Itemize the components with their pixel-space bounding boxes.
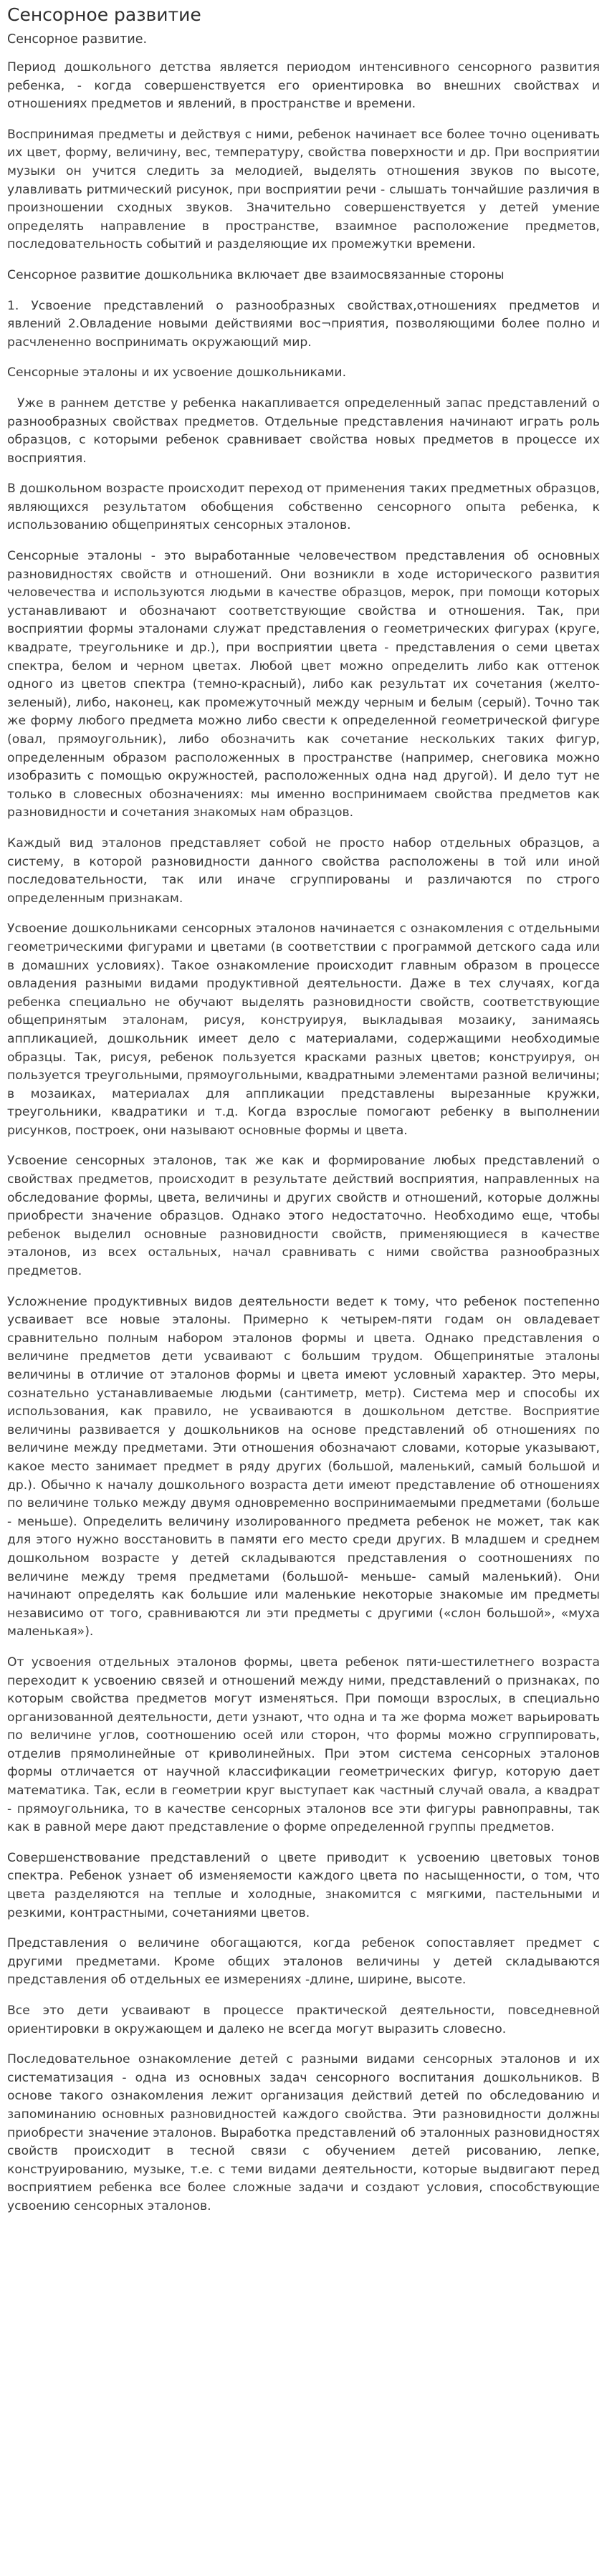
paragraph: Представления о величине обогащаются, когда ребенок сопоставляет предмет с другими предметами. Кроме общих эталонов величины у детей складываются представления об отдельных ее измерениях -длине, ширине, высоте. [7, 1936, 600, 1988]
paragraph: Сенсорные эталоны - это выработанные человечеством представления об основных разновидностях свойств и отношений. Они возникли в ходе исторического развития человечества и используются людьми в качестве образцов, мерок, при помощи которых устанавливают и обозначают соответствующие свойства и отношения. Так, при восприятии формы эталонами служат представления о геометрических фигурах (круге, квадрате, треугольнике и др.), при восприятии цвета - представления о семи цветах спектра, белом и черном цветах. Любой цвет можно определить либо как оттенок одного из цветов спектра (темно-красный), либо как результат их сочетания (желто-зеленый), либо, наконец, как промежуточный между черным и белым (серый). Точно так же форму любого предмета можно либо свести к определенной геометрической фигуре (овал, прямоугольник), либо обозначить как сочетание нескольких таких фигур, определенным образом расположенных в пространстве (например, снеговика можно изобразить с помощью окружностей, расположенных одна над другой). И дело тут не только в словесных обозначениях: мы именно воспринимаем свойства предметов как разновидности и сочетания знакомых нам образцов. [7, 549, 600, 820]
paragraph: 1. Усвоение представлений о разнообразных свойствах,отношениях предметов и явлений 2.Овладение новыми действиями вос¬приятия, позволяющими более полно и расчлененно воспринимать окружающий мир. [7, 298, 600, 350]
paragraph: Совершенствование представлений о цвете приводит к усвоению цветовых тонов спектра. Ребенок узнает об изменяемости каждого цвета по насыщенности, о том, что цвета разделяются на теплые и холодные, знакомится с мягкими, пастельными и резкими, контрастными, сочетаниями цветов. [7, 1850, 600, 1920]
paragraph: Усложнение продуктивных видов деятельности ведет к тому, что ребенок постепенно усваивает все новые эталоны. Примерно к четырем-пяти годам он овладевает сравнительно полным набором эталонов формы и цвета. Однако представления о величине предметов дети усваивают с большим трудом. Общепринятые эталоны величины в отличие от эталонов формы и цвета имеют условный характер. Это меры, сознательно устанавливаемые людьми (сантиметр, метр). Система мер и способы их использования, как правило, не усваиваются в дошкольном детстве. Восприятие величины развивается у дошкольников на основе представлений об отношениях по величине между предметами. Эти отношения обозначают словами, которые указывают, какое место занимает предмет в ряду других (большой, маленький, самый большой и др.). Обычно к началу дошкольного возраста дети имеют представление об отношениях по величине только между двумя одновременно воспринимаемыми предметами (больше - меньше). Определить величину изолированного предмета ребенок не может, так как для этого нужно восстановить в памяти его место среди других. В младшем и среднем дошкольном возрасте у детей складываются представления о соотношениях по величине между тремя предметами (большой- меньше- самый маленький). Они начинают определять как большие или маленькие некоторые знакомые им предметы независимо от того, сравниваются ли эти предметы с другими («слон большой», «муха маленькая»). [7, 1294, 600, 1639]
paragraph: От усвоения отдельных эталонов формы, цвета ребенок пяти-шестилетнего возраста переходит к усвоению связей и отношений между ними, представлений о признаках, по которым свойства предметов могут изменяться. При помощи взрослых, в специально организованной деятельности, дети узнают, что одна и та же форма может варьировать по величине углов, соотношению осей или сторон, что формы можно сгруппировать, отделив прямолинейные от криволинейных. При этом система сенсорных эталонов формы отличается от научной классификации геометрических фигур, которую дает математика. Так, если в геометрии круг выступает как частный случай овала, а квадрат - прямоугольника, то в качестве сенсорных эталонов все эти фигуры равноправны, так как в равной мере дают представление о форме определенной группы предметов. [7, 1655, 600, 1835]
subtitle: Сенсорное развитие. [7, 32, 148, 47]
paragraph: Все это дети усваивают в процессе практической деятельности, повседневной ориентировки в окружающем и далеко не всегда могут выразить словесно. [7, 2003, 600, 2036]
paragraph: Усвоение сенсорных эталонов, так же как и формирование любых представлений о свойствах предметов, происходит в результате действий восприятия, направленных на обследование формы, цвета, величины и других свойств и отношений, которые должны приобрести значение образцов. Однако этого недостаточно. Необходимо еще, чтобы ребенок выделил основные разновидности свойств, применяющиеся в качестве эталонов, из всех остальных, начал сравнивать с ними свойства разнообразных предметов. [7, 1154, 600, 1279]
paragraph: Уже в раннем детстве у ребенка накапливается определенный запас представлений о разнообразных свойствах предметов. Отдельные представления начинают играть роль образцов, с которыми ребенок сравнивает свойства новых предметов в процессе их восприятия. [7, 396, 600, 466]
paragraph: В дошкольном возрасте происходит переход от применения таких предметных образцов, являющихся результатом обобщения собственно сенсорного опыта ребенка, к использованию общепринятых сенсорных эталонов. [7, 482, 600, 533]
paragraph: Сенсорное развитие дошкольника включает две взаимосвязанные стороны [7, 267, 505, 282]
paragraph: Последовательное ознакомление детей с разными видами сенсорных эталонов и их систематизация - одна из основных задач сенсорного воспитания дошкольников. В основе такого ознакомления лежит организация действий детей по обследованию и запоминанию основных разновидностей каждого свойства. Эти разновидности должны приобрести значение эталонов. Выработка представлений об эталонных разновидностях свойств происходит в тесной связи с обучением детей рисованию, лепке, конструированию, музыке, т.е. с теми видами деятельности, которые выдвигают перед восприятием ребенка все более сложные задачи и создают условия, способствующие усвоению сенсорных эталонов. [7, 2052, 600, 2213]
paragraph: Период дошкольного детства является периодом интенсивного сенсорного развития ребенка, - когда совершенствуется его ориентировка во внешних свойствах и отношениях предметов и явлений, в пространстве и времени. [7, 60, 600, 112]
paragraph: Воспринимая предметы и действуя с ними, ребенок начинает все более точно оценивать их цвет, форму, величину, вес, температуру, свойства поверхности и др. При восприятии музыки он учится следить за мелодией, выделять отношения звуков по высоте, улавливать ритмический рисунок, при восприятии речи - слышать тончайшие различия в произношении сходных звуков. Значительно совершенствуется у детей умение определять направление в пространстве, взаимное расположение предметов, последовательность событий и разделяющие их промежутки времени. [7, 127, 600, 252]
page-title: Сенсорное развитие [7, 4, 201, 25]
paragraph: Каждый вид эталонов представляет собой не просто набор отдельных образцов, а систему, в которой разновидности данного свойства расположены в той или иной последовательности, так или иначе сгруппированы и различаются по строго определенным признакам. [7, 835, 600, 906]
article-body [7, 59, 600, 2216]
paragraph: Сенсорные эталоны и их усвоение дошкольниками. [7, 365, 347, 380]
paragraph: Усвоение дошкольниками сенсорных эталонов начинается с ознакомления с отдельными геометрическими фигурами и цветами (в соответствии с программой детского сада или в домашних условиях). Такое ознакомление происходит главным образом в процессе овладения разными видами продуктивной деятельности. Даже в тех случаях, когда ребенка специально не обучают выделять разновидности свойств, соответствующие общепринятым эталонам, рисуя, конструируя, выкладывая мозаику, занимаясь аппликацией, дошкольник имеет дело с материалами, содержащими необходимые образцы. Так, рисуя, ребенок пользуется красками разных цветов; конструируя, он пользуется треугольными, прямоугольными, квадратными элементами разной величины; в мозаиках, материалах для аппликации представлены вырезанные кружки, треугольники, квадратики и т.д. Когда взрослые помогают ребенку в выполнении рисунков, построек, они называют основные формы и цвета. [7, 921, 600, 1138]
